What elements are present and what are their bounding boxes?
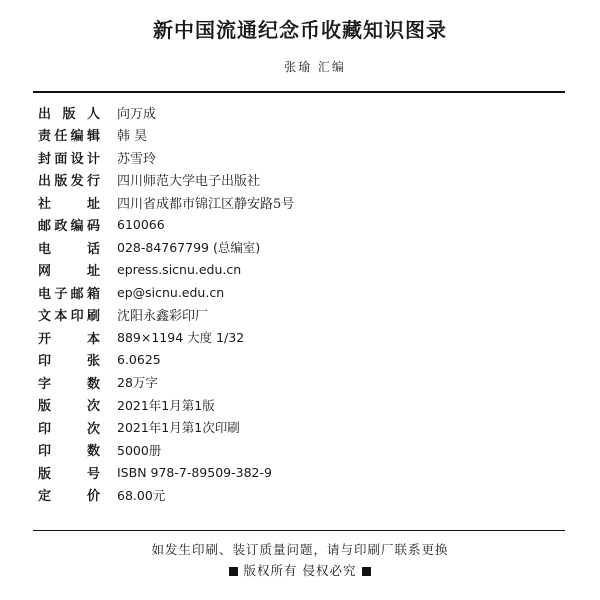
info-row: [38, 304, 558, 327]
info-label: 电 子 邮 箱: [38, 286, 100, 302]
info-row: [38, 281, 558, 304]
info-label: 电 话: [38, 241, 100, 257]
info-value: 68.00元: [117, 487, 166, 503]
info-label: 开 本: [38, 331, 100, 347]
info-label: 网 址: [38, 264, 100, 280]
quality-notice: 如发生印刷、装订质量问题，请与印刷厂联系更换: [151, 542, 449, 557]
info-value: 四川师范大学电子出版社: [117, 174, 261, 190]
right-square-icon: [362, 567, 371, 576]
info-row: [38, 214, 558, 237]
info-value: 6.0625: [117, 352, 161, 368]
info-row: [38, 124, 558, 147]
info-value: epress.sicnu.edu.cn: [117, 262, 242, 278]
info-row: [38, 394, 558, 417]
info-value: 沈阳永鑫彩印厂: [117, 309, 209, 325]
info-label: 责 任 编 辑: [38, 129, 100, 145]
info-value: 四川省成都市锦江区静安路5号: [117, 196, 295, 212]
rights-text: 版权所有 侵权必究: [243, 563, 357, 578]
info-row: [38, 169, 558, 192]
info-label: 定 价: [38, 489, 100, 505]
info-label: 印 数: [38, 444, 100, 460]
info-row: [38, 371, 558, 394]
top-divider: [33, 91, 565, 93]
info-label: 封 面 设 计: [38, 151, 100, 167]
info-label: 版 号: [38, 466, 100, 482]
publication-info-table: [38, 101, 558, 506]
info-row: [38, 461, 558, 484]
info-label: 版 次: [38, 399, 100, 415]
info-value: ep@sicnu.edu.cn: [117, 284, 225, 300]
info-value: 028-84767799 (总编室): [117, 240, 261, 256]
info-value: 向万成: [117, 106, 157, 122]
info-row: [38, 259, 558, 282]
info-label: 出 版 发 行: [38, 174, 100, 190]
bottom-divider: [33, 530, 565, 531]
author-line: 张瑜 汇编: [284, 60, 346, 74]
info-value: 5000册: [117, 442, 162, 458]
info-value: 2021年1月第1版: [117, 397, 215, 413]
info-value: ISBN 978-7-89509-382-9: [117, 464, 272, 480]
rights-notice: [0, 561, 600, 579]
info-value: 889×1194 大度 1/32: [117, 330, 245, 346]
info-value: 28万字: [117, 375, 158, 391]
info-row: [38, 236, 558, 259]
info-row: [38, 349, 558, 372]
info-label: 印 次: [38, 421, 100, 437]
info-value: 韩 昊: [117, 129, 148, 145]
info-row: [38, 101, 558, 124]
info-label: 文 本 印 刷: [38, 309, 100, 325]
info-row: [38, 484, 558, 507]
book-title: 新中国流通纪念币收藏知识图录: [153, 18, 447, 42]
info-label: 邮 政 编 码: [38, 219, 100, 235]
info-label: 出 版 人: [38, 106, 100, 122]
info-row: [38, 439, 558, 462]
info-row: [38, 326, 558, 349]
info-value: 2021年1月第1次印刷: [117, 420, 240, 436]
info-label: 社 址: [38, 196, 100, 212]
info-row: [38, 146, 558, 169]
info-value: 610066: [117, 217, 165, 233]
info-row: [38, 191, 558, 214]
info-label: 字 数: [38, 376, 100, 392]
info-row: [38, 416, 558, 439]
info-value: 苏雪玲: [117, 151, 157, 167]
left-square-icon: [229, 567, 238, 576]
info-label: 印 张: [38, 354, 100, 370]
